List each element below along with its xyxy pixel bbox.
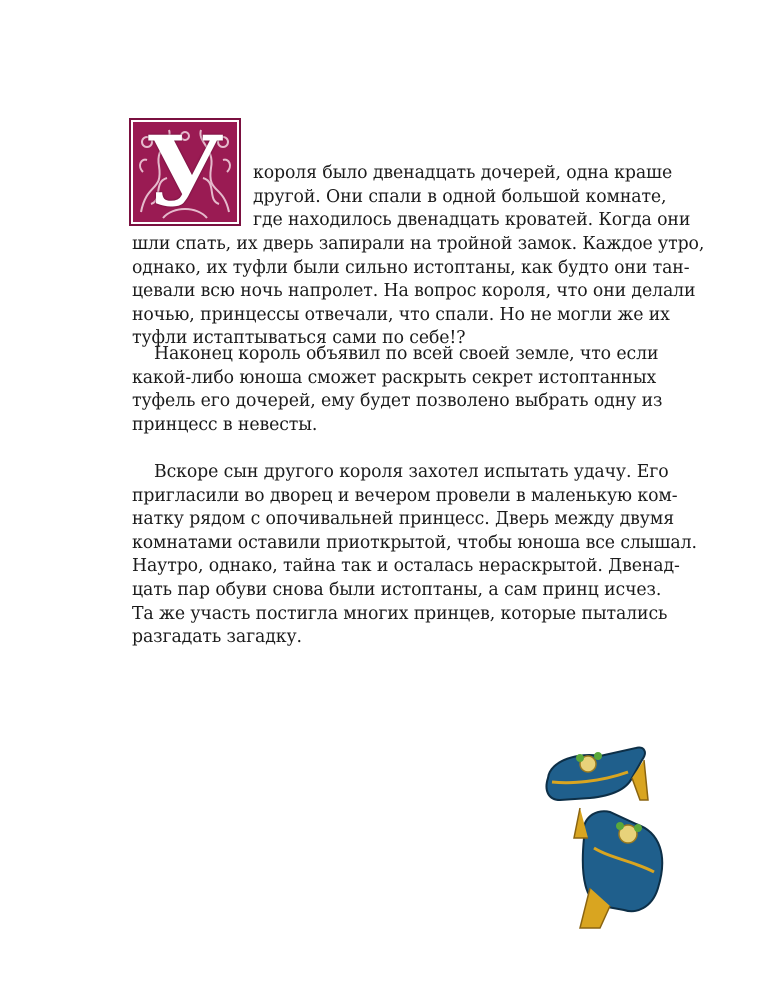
text-line: Наконец король объявил по всей своей земле, что если xyxy=(154,344,659,364)
text-line: Вскоре сын другого короля захотел испытать удачу. Его xyxy=(154,462,669,482)
text-line: какой-либо юноша сможет раскрыть секрет истоптанных xyxy=(132,367,657,388)
text-line: разгадать загадку. xyxy=(132,627,302,648)
text-line: принцесс в невесты. xyxy=(132,414,318,435)
text-line: цевали всю ночь напролет. На вопрос короля, что они делали xyxy=(132,281,696,302)
text-line: Наутро, однако, тайна так и осталась нераскрытой. Двенад- xyxy=(132,556,680,577)
text-line: ночью, принцессы отвечали, что спали. Но не могли же их xyxy=(132,304,670,325)
text-line: туфли истаптываться сами по себе!? xyxy=(132,328,466,349)
drop-cap-letter: У xyxy=(146,115,224,228)
paragraph-1-top xyxy=(253,162,691,233)
text-line: шли спать, их дверь запирали на тройной замок. Каждое утро, xyxy=(132,234,705,254)
shoe-top-icon xyxy=(547,748,649,800)
text-line: пригласили во дворец и вечером провели в маленькую ком- xyxy=(132,485,678,506)
paragraph-1-rest xyxy=(132,233,705,351)
text-line: короля было двенадцать дочерей, одна краше xyxy=(253,163,673,183)
text-line: натку рядом с опочивальней принцесс. Дверь между двумя xyxy=(132,509,675,530)
text-line: комнатами оставили приоткрытой, чтобы юноша все слышал. xyxy=(132,532,697,553)
text-line: другой. Они спали в одной большой комнате, xyxy=(253,186,667,207)
paragraph-3 xyxy=(132,461,697,650)
text-line: где находилось двенадцать кроватей. Когда они xyxy=(253,210,691,231)
drop-cap xyxy=(131,115,239,228)
shoes-illustration-icon xyxy=(540,738,680,938)
paragraph-2 xyxy=(132,343,663,437)
shoe-bottom-icon xyxy=(574,808,662,928)
text-line: Та же участь постигла многих принцев, которые пытались xyxy=(132,603,668,624)
text-line: туфель его дочерей, ему будет позволено выбрать одну из xyxy=(132,391,663,412)
text-line: однако, их туфли были сильно истоптаны, как будто они тан- xyxy=(132,257,690,278)
text-line: цать пар обуви снова были истоптаны, а сам принц исчез. xyxy=(132,579,662,600)
